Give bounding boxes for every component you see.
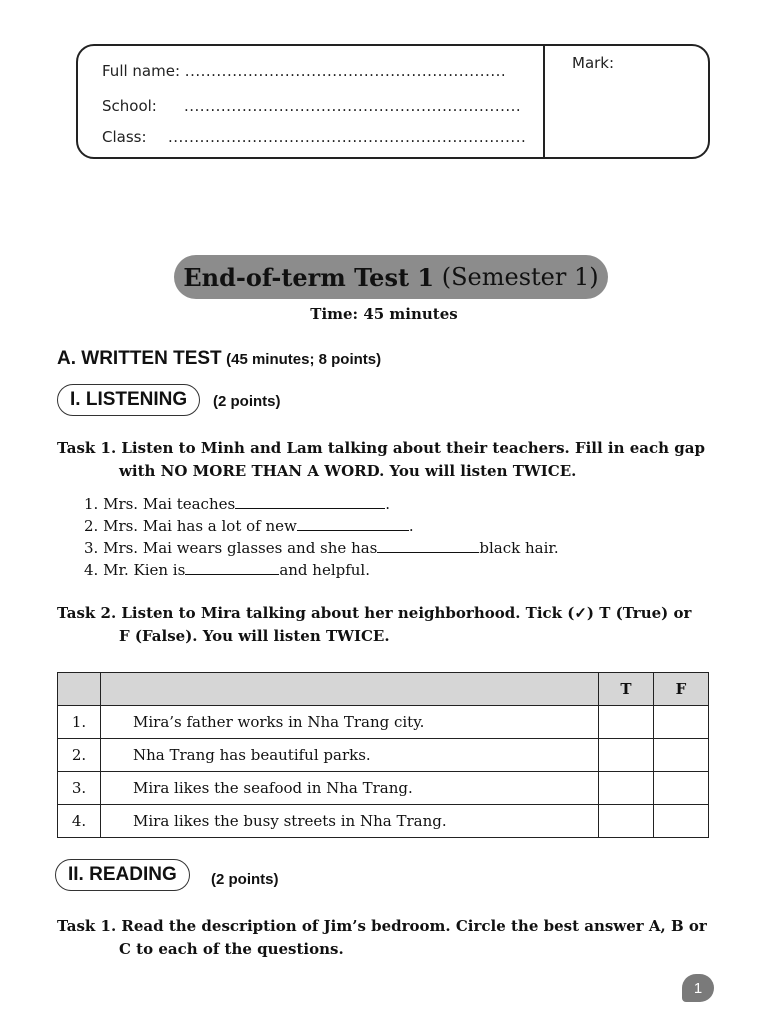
test-title-main: End-of-term Test 1 — [183, 262, 435, 292]
gap-fill-item-end: and helpful. — [279, 561, 371, 579]
gap-fill-item-text: 4. Mr. Kien is — [84, 561, 186, 579]
answer-blank[interactable] — [297, 516, 409, 531]
reading-task-1-line-2: C to each of the questions. — [119, 940, 344, 958]
row-statement: Mira’s father works in Nha Trang city. — [101, 706, 599, 739]
row-statement: Mira likes the busy streets in Nha Trang. — [101, 805, 599, 838]
header-true-cell: T — [599, 673, 654, 706]
true-tick-box[interactable] — [599, 739, 654, 772]
table-row — [58, 706, 709, 739]
header-statement-cell — [101, 673, 599, 706]
gap-fill-item — [84, 515, 559, 537]
false-tick-box[interactable] — [654, 805, 709, 838]
test-title-semester: (Semester 1) — [441, 263, 599, 291]
reading-heading: II. READING — [55, 859, 190, 891]
school-dots: ................................................................ — [184, 97, 522, 115]
section-a-title: A. WRITTEN TEST — [57, 348, 222, 369]
false-tick-box[interactable] — [654, 706, 709, 739]
listening-task-1 — [57, 437, 717, 483]
gap-fill-item-text: 1. Mrs. Mai teaches — [84, 495, 236, 513]
mark-label: Mark: — [572, 54, 615, 72]
true-tick-box[interactable] — [599, 706, 654, 739]
section-a-detail: (45 minutes; 8 points) — [226, 351, 382, 368]
gap-fill-item-end: . — [385, 495, 390, 513]
test-title — [174, 255, 608, 299]
table-header-row — [58, 673, 709, 706]
student-info-box — [76, 44, 710, 159]
listening-task-1-line-2: with NO MORE THAN A WORD. You will listen TWICE. — [119, 462, 577, 480]
listening-task-2 — [57, 602, 717, 648]
gap-fill-list — [84, 493, 559, 581]
header-number-cell — [58, 673, 101, 706]
answer-blank[interactable] — [235, 494, 385, 509]
section-a-heading — [57, 348, 381, 370]
gap-fill-item-text: 3. Mrs. Mai wears glasses and she has — [84, 539, 378, 557]
gap-fill-item — [84, 537, 559, 559]
gap-fill-item — [84, 559, 559, 581]
page-number: 1 — [682, 974, 714, 1002]
listening-task-1-line-1: Task 1. Listen to Minh and Lam talking about their teachers. Fill in each gap — [57, 439, 705, 457]
row-statement: Nha Trang has beautiful parks. — [101, 739, 599, 772]
header-false-cell: F — [654, 673, 709, 706]
time-limit: Time: 45 minutes — [310, 305, 458, 323]
true-false-table — [57, 672, 709, 838]
school-field[interactable] — [102, 97, 521, 115]
reading-task-1 — [57, 915, 717, 961]
answer-blank[interactable] — [377, 538, 479, 553]
table-row — [58, 772, 709, 805]
row-number: 2. — [58, 739, 101, 772]
class-field[interactable] — [102, 128, 526, 146]
answer-blank[interactable] — [185, 560, 279, 575]
gap-fill-item-end: . — [408, 517, 414, 535]
false-tick-box[interactable] — [654, 772, 709, 805]
true-tick-box[interactable] — [599, 772, 654, 805]
true-tick-box[interactable] — [599, 805, 654, 838]
listening-task-2-line-2: F (False). You will listen TWICE. — [119, 627, 390, 645]
gap-fill-item-text: 2. Mrs. Mai has a lot of new — [84, 517, 297, 535]
listening-points: (2 points) — [213, 393, 281, 410]
class-dots: .................................................................... — [168, 128, 527, 146]
listening-heading: I. LISTENING — [57, 384, 200, 416]
row-statement: Mira likes the seafood in Nha Trang. — [101, 772, 599, 805]
full-name-field[interactable] — [102, 62, 506, 80]
full-name-dots: ............................................................. — [184, 62, 507, 80]
reading-task-1-line-1: Task 1. Read the description of Jim’s bedroom. Circle the best answer A, B or — [57, 917, 707, 935]
table-row — [58, 739, 709, 772]
row-number: 4. — [58, 805, 101, 838]
row-number: 1. — [58, 706, 101, 739]
gap-fill-item — [84, 493, 559, 515]
false-tick-box[interactable] — [654, 739, 709, 772]
reading-points: (2 points) — [211, 871, 279, 888]
school-label: School: — [102, 97, 157, 115]
listening-task-2-line-1: Task 2. Listen to Mira talking about her neighborhood. Tick (✓) T (True) or — [57, 604, 692, 622]
info-divider — [543, 46, 545, 157]
row-number: 3. — [58, 772, 101, 805]
table-row — [58, 805, 709, 838]
gap-fill-item-end: black hair. — [479, 539, 559, 557]
full-name-label: Full name: — [102, 62, 181, 80]
class-label: Class: — [102, 128, 147, 146]
